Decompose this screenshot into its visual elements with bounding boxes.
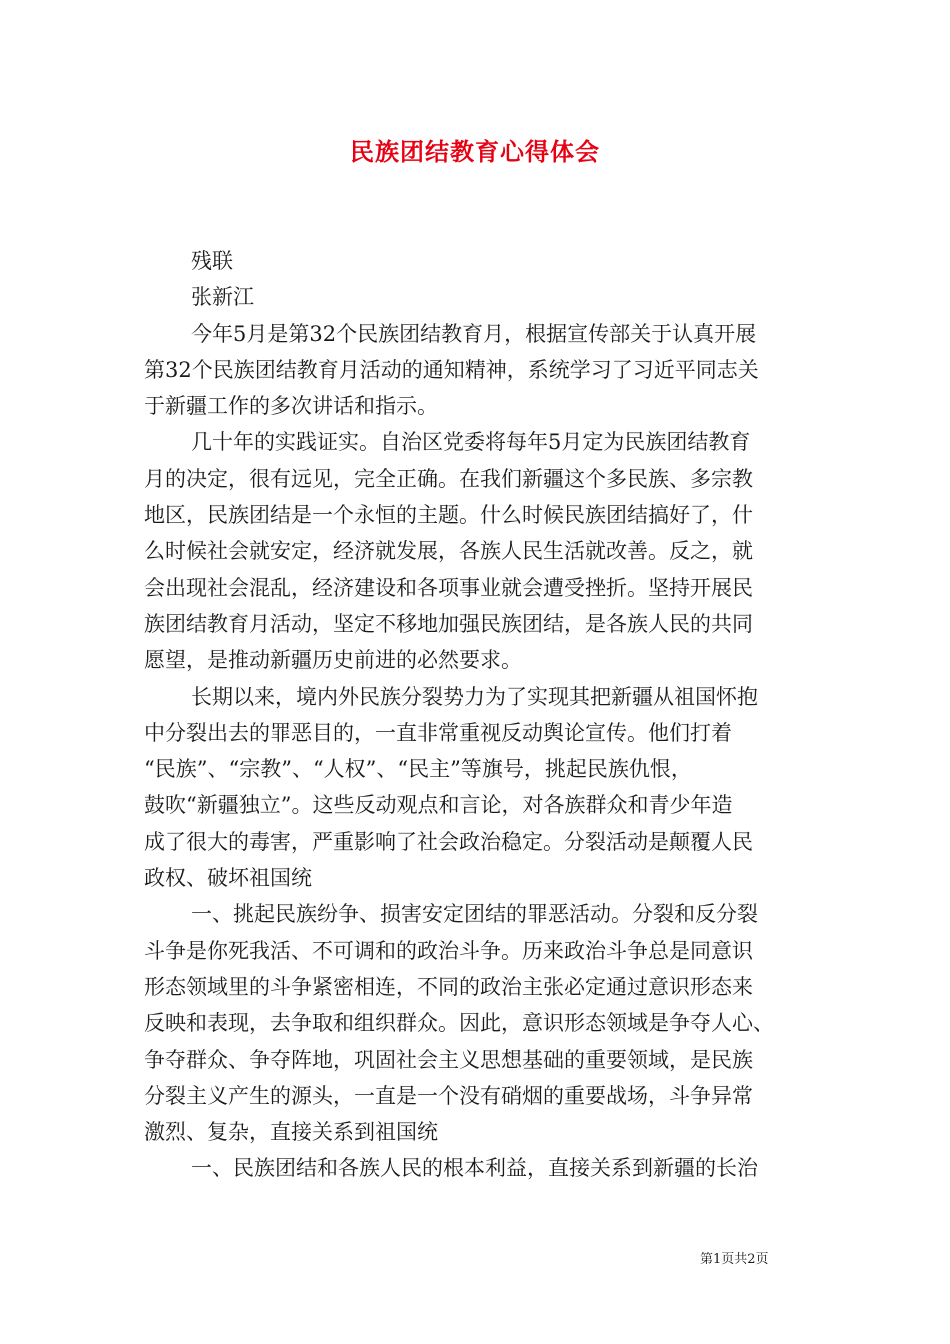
body-line: 成了很大的毒害，严重影响了社会政治稳定。分裂活动是颠覆人民 <box>144 829 753 854</box>
body-line: 么时候社会就安定，经济就发展，各族人民生活就改善。反之，就 <box>144 539 753 564</box>
body-line: 鼓吹“新疆独立”。这些反动观点和言论，对各族群众和青少年造 <box>144 793 733 818</box>
body-line: 激烈、复杂，直接关系到祖国统 <box>144 1120 438 1145</box>
author-name: 张新江 <box>191 285 254 310</box>
body-line: 形态领域里的斗争紧密相连，不同的政治主张必定通过意识形态来 <box>144 974 753 999</box>
document-body <box>144 243 808 1187</box>
body-line: 反映和表现，去争取和组织群众。因此，意识形态领域是争夺人心、 <box>144 1011 774 1036</box>
body-line: 会出现社会混乱，经济建设和各项事业就会遭受挫折。坚持开展民 <box>144 575 753 600</box>
body-line: 中分裂出去的罪恶目的，一直非常重视反动舆论宣传。他们打着 <box>144 720 732 745</box>
body-line: 一、挑起民族纷争、损害安定团结的罪恶活动。分裂和反分裂 <box>191 902 758 927</box>
page-number-label: 第1页共2页 <box>700 1252 769 1267</box>
body-line: 月的决定，很有远见，完全正确。在我们新疆这个多民族、多宗教 <box>144 466 753 491</box>
document-title: 民族团结教育心得体会 <box>350 137 600 166</box>
body-line: 愿望，是推动新疆历史前进的必然要求。 <box>144 648 522 673</box>
body-line: 斗争是你死我活、不可调和的政治斗争。历来政治斗争总是同意识 <box>144 938 753 963</box>
body-line: “民族”、“宗教”、“人权”、“民主”等旗号，挑起民族仇恨， <box>144 757 692 782</box>
body-line: 政权、破坏祖国统 <box>144 866 312 891</box>
body-line: 一、民族团结和各族人民的根本利益，直接关系到新疆的长治 <box>191 1156 758 1181</box>
body-line: 地区，民族团结是一个永恒的主题。什么时候民族团结搞好了，什 <box>144 503 753 528</box>
body-line: 几十年的实践证实。自治区党委将每年5月定为民族团结教育 <box>191 430 751 455</box>
body-line: 族团结教育月活动，坚定不移地加强民族团结，是各族人民的共同 <box>144 611 753 636</box>
author-unit: 残联 <box>191 249 233 273</box>
body-line: 于新疆工作的多次讲话和指示。 <box>144 394 438 419</box>
body-line: 今年5月是第32个民族团结教育月，根据宣传部关于认真开展 <box>191 321 757 346</box>
body-line: 争夺群众、争夺阵地，巩固社会主义思想基础的重要领域，是民族 <box>144 1047 753 1072</box>
body-line: 分裂主义产生的源头，一直是一个没有硝烟的重要战场，斗争异常 <box>144 1083 753 1108</box>
page-footer <box>700 1248 820 1267</box>
body-line: 第32个民族团结教育月活动的通知精神，系统学习了习近平同志关 <box>144 357 759 382</box>
body-line: 长期以来，境内外民族分裂势力为了实现其把新疆从祖国怀抱 <box>191 684 758 709</box>
